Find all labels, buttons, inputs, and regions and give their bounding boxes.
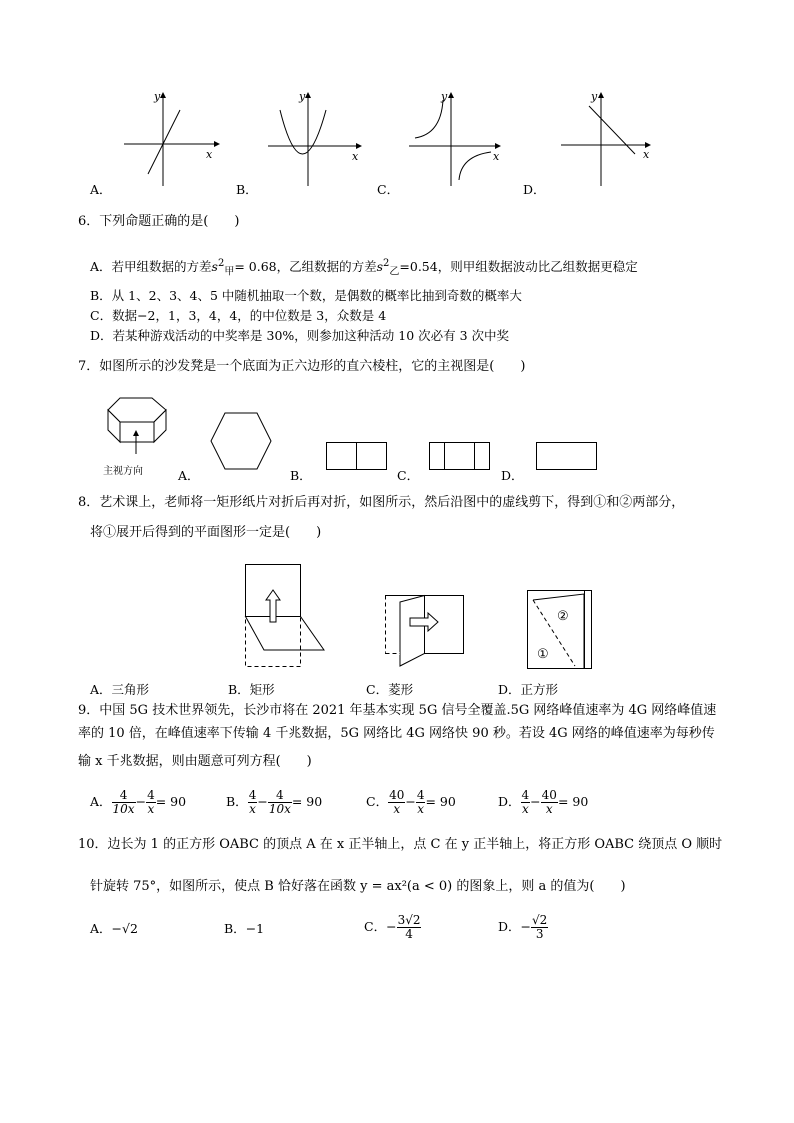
- q8-stem-line2: 将①展开后得到的平面图形一定是( ): [90, 525, 322, 540]
- q8-fold-figure-3: [525, 588, 595, 672]
- q7-stem: 7．如图所示的沙发凳是一个底面为正六边形的直六棱柱，它的主视图是( ): [78, 359, 526, 374]
- q7-option-a-label: A．: [178, 468, 200, 483]
- q6-option-b: B．从 1、2、3、4、5 中随机抽取一个数，是偶数的概率比抽到奇数的概率大: [90, 288, 522, 303]
- x-label: x: [493, 150, 500, 163]
- q10-option-a: A．−√2: [90, 921, 138, 936]
- q10-option-c: C．− $\frac{3√2}{4}$: [364, 913, 421, 941]
- q6-option-d: D．若某种游戏活动的中奖率是 30%，则参加这种活动 10 次必有 3 次中奖: [90, 328, 510, 343]
- q6-a-s1: s: [211, 259, 218, 275]
- q5-graph-a: [118, 88, 228, 188]
- y-label: y: [299, 90, 306, 103]
- y-arrow-icon: [160, 92, 166, 98]
- q7-option-d-label: D．: [501, 468, 524, 483]
- q7-option-d-rectangle: [536, 442, 598, 472]
- q5-graph-d: [555, 88, 665, 188]
- q6-option-a: [90, 256, 638, 281]
- q6-a-sup1: 2: [217, 258, 225, 269]
- q7-option-c-label: C．: [397, 468, 420, 483]
- q6-a-value2: =0.54，则甲组数据波动比乙组数据更稳定: [399, 259, 638, 275]
- q8-option-c: C．菱形: [366, 682, 414, 697]
- q7-option-a-hexagon: [210, 410, 272, 472]
- x-arrow-icon: [214, 141, 220, 147]
- x-arrow-icon: [356, 143, 362, 149]
- q7-option-b-rectangles: [326, 442, 388, 472]
- part-mark-1: ①: [537, 647, 549, 662]
- q6-a-prefix: A．若甲组数据的方差: [90, 259, 212, 275]
- y-arrow-icon: [305, 92, 311, 98]
- q10-stem-line2: 针旋转 75°，如图所示，使点 B 恰好落在函数 y = ax²(a < 0) 的图象上，则 a 的值为( ): [90, 879, 626, 894]
- q7-option-b-label: B．: [290, 468, 312, 483]
- q8-fold-figure-1: [240, 560, 330, 672]
- q6-stem: 6．下列命题正确的是( ): [78, 214, 240, 229]
- y-arrow-icon: [448, 92, 454, 98]
- parabola: [280, 110, 326, 154]
- q8-option-b: B．矩形: [228, 682, 275, 697]
- q7-option-c-rectangles: [429, 442, 491, 472]
- q8-option-a: A．三角形: [90, 682, 150, 697]
- x-label: x: [352, 150, 359, 163]
- q9-option-b: B． $\frac{4}{x}$ − $\frac{4}{10x}$ = 90: [226, 788, 323, 816]
- y-label: y: [441, 90, 448, 103]
- q10-option-b: B．−1: [224, 921, 265, 936]
- q5-option-b-label: B．: [236, 182, 258, 197]
- hyperbola-branch-lower: [459, 152, 491, 180]
- x-label: x: [206, 148, 213, 161]
- q6-a-sub2: 乙: [389, 266, 400, 278]
- q9-stem-line1: 9．中国 5G 技术世界领先，长沙市将在 2021 年基本实现 5G 信号全覆盖.5G 网络峰值速率为 4G 网络峰值速: [78, 703, 717, 718]
- y-label: y: [154, 90, 161, 103]
- q9-option-d: D． $\frac{4}{x}$ − $\frac{40}{x}$ = 90: [498, 788, 589, 816]
- q6-a-sup2: 2: [383, 258, 390, 269]
- y-label: y: [591, 90, 598, 103]
- q9-stem-line3: 输 x 千兆数据，则由题意可列方程( ): [78, 754, 312, 769]
- part-mark-2: ②: [557, 609, 569, 624]
- q6-a-value1: = 0.68，乙组数据的方差: [234, 259, 377, 275]
- graph-line: [589, 106, 635, 154]
- q6-option-c: C．数据−2，1，3，4，4，的中位数是 3，众数是 4: [90, 308, 387, 323]
- q9-option-a: A． $\frac{4}{10x}$ − $\frac{4}{x}$ = 90: [90, 788, 187, 816]
- y-arrow-icon: [598, 92, 604, 98]
- q5-option-d-label: D．: [523, 182, 546, 197]
- x-arrow-icon: [495, 143, 501, 149]
- q9-option-c: C． $\frac{40}{x}$ − $\frac{4}{x}$ = 90: [366, 788, 456, 816]
- q7-hexagonal-prism-figure: [100, 394, 180, 454]
- q5-graph-b: [262, 88, 372, 188]
- q8-option-d: D．正方形: [498, 682, 559, 697]
- x-label: x: [643, 148, 650, 161]
- q10-option-d: D．− $\frac{√2}{3}$: [498, 913, 548, 941]
- q8-stem-line1: 8．艺术课上，老师将一矩形纸片对折后再对折，如图所示，然后沿图中的虚线剪下，得到①和②两部分，: [78, 495, 685, 510]
- q8-fold-figure-2: [380, 590, 470, 670]
- hyperbola-branch-upper: [415, 100, 443, 138]
- q5-option-c-label: C．: [377, 182, 400, 197]
- q10-stem-line1: 10．边长为 1 的正方形 OABC 的顶点 A 在 x 正半轴上，点 C 在 y 正半轴上，将正方形 OABC 绕顶点 O 顺时: [78, 837, 723, 852]
- q6-a-sub1: 甲: [224, 266, 235, 278]
- q5-graph-c: [405, 88, 515, 188]
- q6-a-s2: s: [376, 259, 384, 275]
- q5-option-a-label: A．: [90, 182, 112, 197]
- q9-stem-line2: 率的 10 倍，在峰值速率下传输 4 千兆数据，5G 网络比 4G 网络快 90 秒。若设 4G 网络的峰值速率为每秒传: [78, 726, 715, 741]
- graph-line: [148, 110, 180, 174]
- q7-view-caption: 主视方向: [103, 466, 143, 477]
